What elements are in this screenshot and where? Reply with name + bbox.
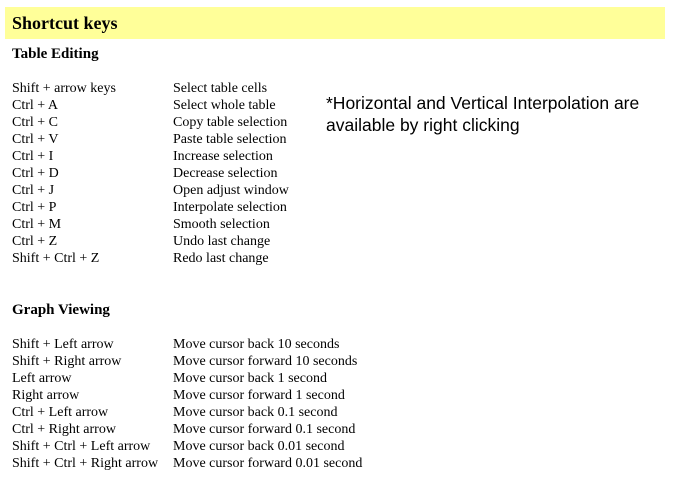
shortcut-action: Increase selection <box>173 149 273 164</box>
shortcut-action: Move cursor forward 0.1 second <box>173 422 356 437</box>
section-title-table-editing: Table Editing <box>12 46 99 62</box>
shortcut-keys: Shift + Right arrow <box>12 354 122 369</box>
shortcut-keys: Ctrl + D <box>12 166 59 181</box>
section-title-graph-viewing: Graph Viewing <box>12 302 110 318</box>
shortcut-keys: Ctrl + Z <box>12 234 58 249</box>
shortcut-keys: Ctrl + P <box>12 200 57 215</box>
shortcut-keys: Right arrow <box>12 388 80 403</box>
shortcut-action: Copy table selection <box>173 115 288 130</box>
shortcut-keys: Shift + Ctrl + Right arrow <box>12 456 159 471</box>
page-title: Shortcut keys <box>12 13 118 33</box>
shortcut-keys: Ctrl + A <box>12 98 59 113</box>
shortcut-keys: Shift + Left arrow <box>12 337 114 352</box>
shortcut-keys: Ctrl + I <box>12 149 54 164</box>
shortcut-action: Move cursor back 0.01 second <box>173 439 345 454</box>
shortcut-keys: Ctrl + J <box>12 183 55 198</box>
shortcut-action: Select table cells <box>173 81 268 96</box>
shortcut-keys: Shift + arrow keys <box>12 81 116 96</box>
shortcut-action: Select whole table <box>173 98 276 113</box>
shortcut-keys: Ctrl + M <box>12 217 62 232</box>
shortcut-action: Redo last change <box>173 251 269 266</box>
shortcut-keys: Shift + Ctrl + Z <box>12 251 100 266</box>
shortcut-action: Move cursor back 0.1 second <box>173 405 338 420</box>
shortcut-action: Move cursor forward 10 seconds <box>173 354 358 369</box>
shortcut-keys: Ctrl + Left arrow <box>12 405 109 420</box>
shortcut-keys: Ctrl + V <box>12 132 59 147</box>
shortcut-keys: Shift + Ctrl + Left arrow <box>12 439 151 454</box>
interpolation-note: *Horizontal and Vertical Interpolation are available by right clicking <box>326 93 640 135</box>
shortcut-action: Move cursor back 10 seconds <box>173 337 340 352</box>
shortcut-action: Decrease selection <box>173 166 278 181</box>
shortcut-keys: Ctrl + Right arrow <box>12 422 116 437</box>
shortcut-action: Move cursor back 1 second <box>173 371 327 386</box>
header-bar <box>5 7 665 39</box>
shortcut-action: Move cursor forward 0.01 second <box>173 456 363 471</box>
shortcut-action: Undo last change <box>173 234 271 249</box>
shortcut-action: Open adjust window <box>173 183 289 198</box>
shortcut-action: Smooth selection <box>173 217 270 232</box>
shortcut-action: Paste table selection <box>173 132 287 147</box>
shortcut-action: Interpolate selection <box>173 200 287 215</box>
shortcut-action: Move cursor forward 1 second <box>173 388 345 403</box>
shortcut-keys: Ctrl + C <box>12 115 59 130</box>
shortcut-keys: Left arrow <box>12 371 72 386</box>
